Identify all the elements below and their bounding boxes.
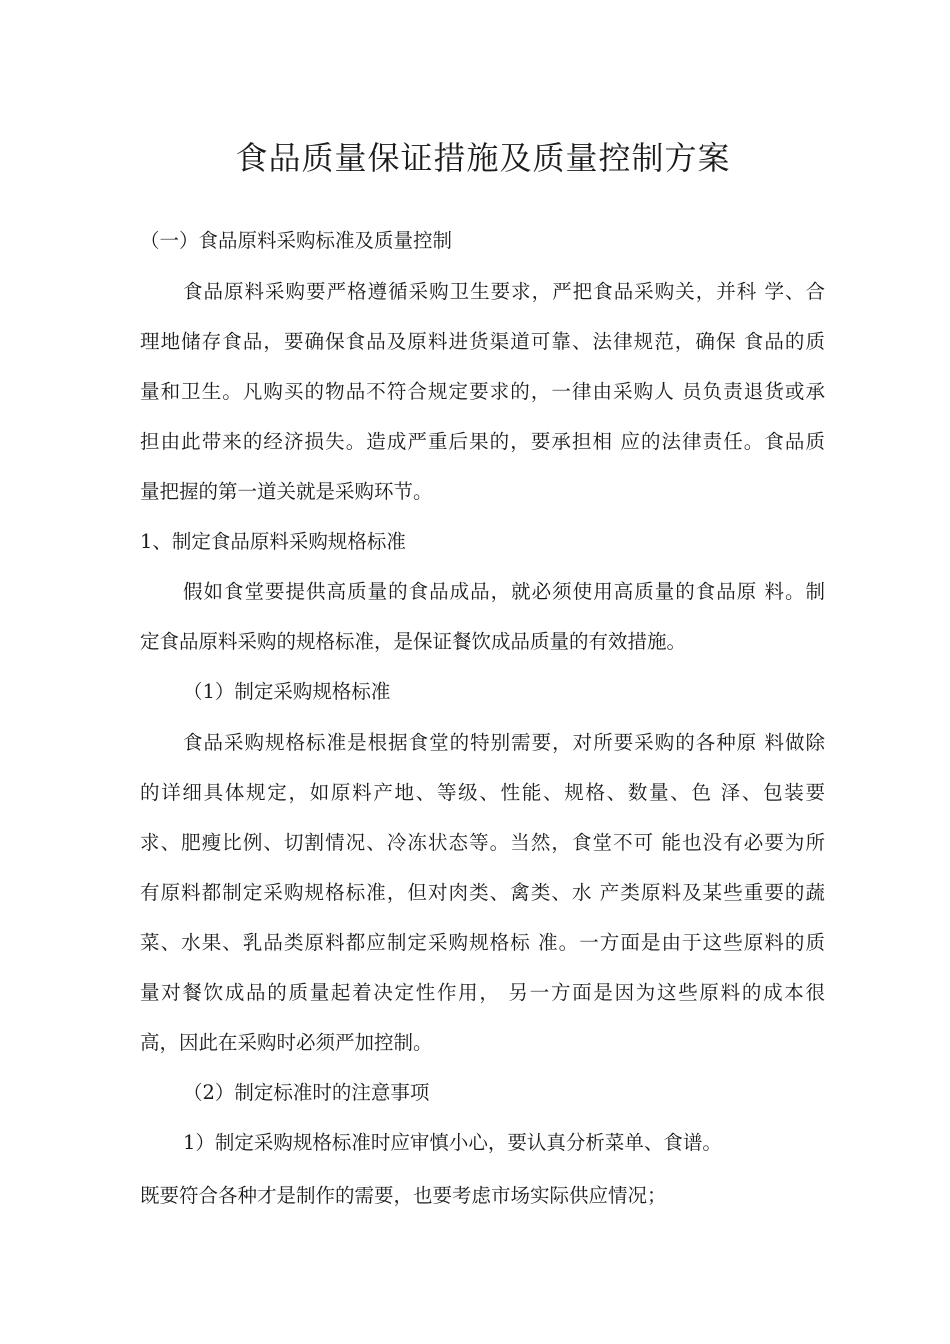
paragraph-line: 有原料都制定采购规格标准，但对肉类、禽类、水 产类原料及某些重要的蔬 <box>140 881 825 904</box>
paragraph-line: 定食品原料采购的规格标准，是保证餐饮成品质量的有效措施。 <box>140 630 687 653</box>
paragraph-line: 担由此带来的经济损失。造成严重后果的，要承担相 应的法律责任。食品质 <box>140 430 825 453</box>
paragraph-line: 食品原料采购要严格遵循采购卫生要求，严把食品采购关，并科 学、合 <box>183 280 825 303</box>
paragraph-line: 假如食堂要提供高质量的食品成品，就必须使用高质量的食品原 料。制 <box>183 580 825 603</box>
item-heading: （2）制定标准时的注意事项 <box>183 1081 430 1104</box>
section-heading: （一）食品原料采购标准及质量控制 <box>140 229 453 252</box>
paragraph-line: 量和卫生。凡购买的物品不符合规定要求的，一律由采购人 员负责退货或承 <box>140 380 825 403</box>
item-heading: （1）制定采购规格标准 <box>183 680 391 703</box>
paragraph-line: 的详细具体规定，如原料产地、等级、性能、规格、数量、色 泽、包装要 <box>140 781 825 804</box>
paragraph-line: 食品采购规格标准是根据食堂的特别需要，对所要采购的各种原 料做除 <box>183 731 825 754</box>
paragraph-line: 求、肥瘦比例、切割情况、冷冻状态等。当然，食堂不可 能也没有必要为所 <box>140 831 825 854</box>
paragraph-line: 既要符合各种才是制作的需要，也要考虑市场实际供应情况； <box>140 1184 667 1207</box>
document-title: 食品质量保证措施及质量控制方案 <box>235 139 731 177</box>
paragraph-line: 高，因此在采购时必须严加控制。 <box>140 1031 433 1054</box>
subsection-heading: 1、制定食品原料采购规格标准 <box>140 530 406 553</box>
paragraph-line: 1）制定采购规格标准时应审慎小心，要认真分析菜单、食谱。 <box>183 1131 722 1154</box>
paragraph-line: 菜、水果、乳品类原料都应制定采购规格标 准。一方面是由于这些原料的质 <box>140 931 825 954</box>
paragraph-line: 量对餐饮成品的质量起着决定性作用， 另一方面是因为这些原料的成本很 <box>140 981 825 1004</box>
paragraph-line: 量把握的第一道关就是采购环节。 <box>140 480 433 503</box>
paragraph-line: 理地储存食品，要确保食品及原料进货渠道可靠、法律规范，确保 食品的质 <box>140 330 825 353</box>
